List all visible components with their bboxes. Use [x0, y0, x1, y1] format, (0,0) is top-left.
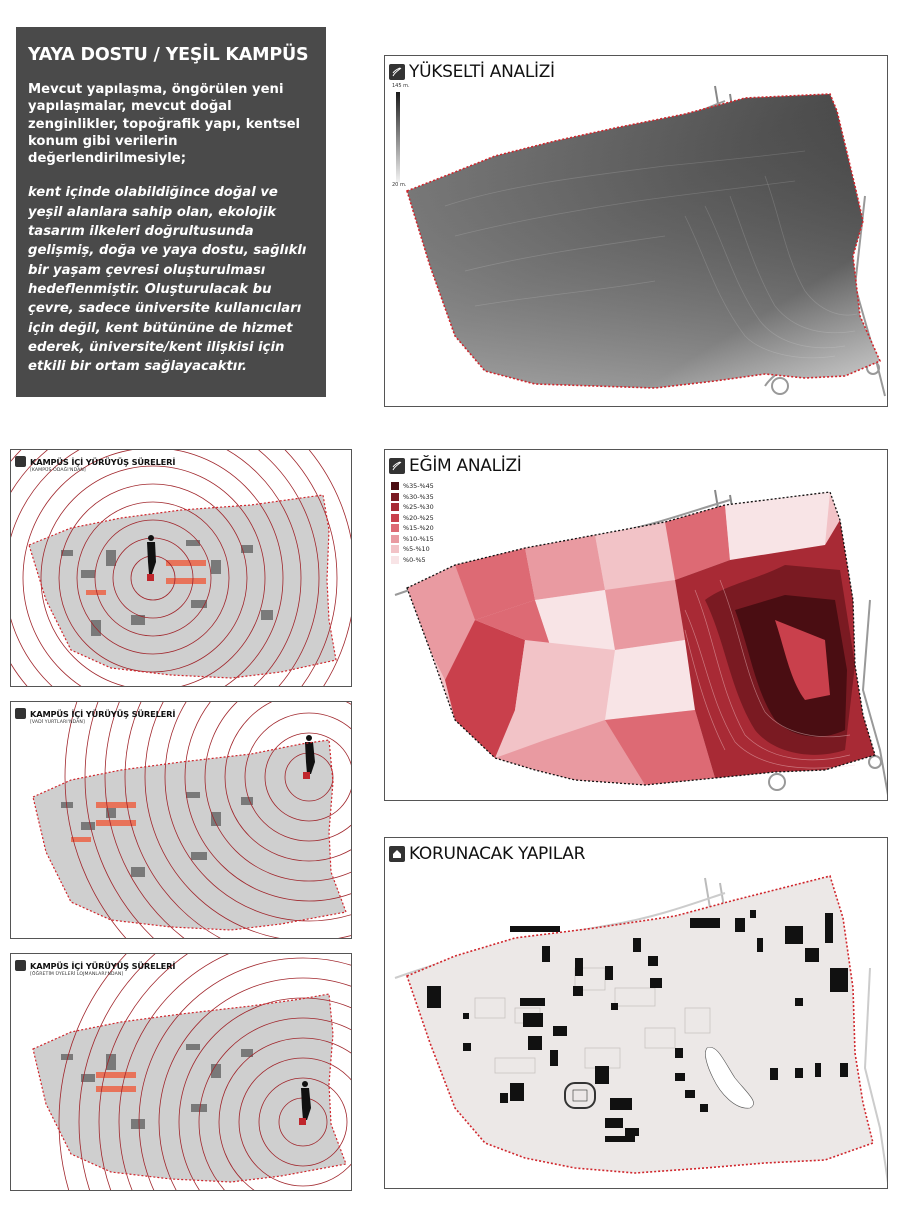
slope-legend-item: %0-%5: [391, 555, 434, 566]
slope-legend-item: %30-%35: [391, 492, 434, 503]
legend-swatch: [391, 514, 399, 522]
elevation-analysis-panel: [384, 55, 888, 407]
elevation-legend-min: 20 m.: [392, 182, 407, 188]
elevation-legend-max: 145 m.: [392, 83, 410, 89]
slope-legend-item: %35-%45: [391, 481, 434, 492]
slope-title: EĞİM ANALİZİ: [389, 456, 522, 476]
walk-title-3: KAMPÜS İÇİ YÜRÜYÜŞ SÜRELERİ [ÖĞRETİM ÜYELERİ LOJMANLARI'NDAN]: [15, 960, 175, 977]
elevation-gradient-bar: [396, 92, 400, 182]
slope-map: [385, 450, 888, 801]
intro-text-box: [16, 27, 326, 397]
legend-swatch: [391, 493, 399, 501]
walk-times-panel-valley-dorms: [10, 701, 352, 939]
walk-map-1: [11, 450, 352, 687]
slope-legend: [391, 481, 434, 565]
slope-legend-item: %10-%15: [391, 534, 434, 545]
page-title: YAYA DOSTU / YEŞİL KAMPÜS: [28, 45, 309, 65]
walk-icon: [15, 960, 26, 971]
protected-buildings-panel: [384, 837, 888, 1189]
house-icon: [389, 846, 405, 862]
protected-buildings-map: [385, 838, 888, 1189]
elevation-map: [385, 56, 888, 407]
walk-icon: [15, 708, 26, 719]
slope-legend-item: %5-%10: [391, 544, 434, 555]
legend-swatch: [391, 524, 399, 532]
elevation-title: YÜKSELTİ ANALİZİ: [389, 62, 555, 82]
protected-buildings-title: KORUNACAK YAPILAR: [389, 844, 585, 864]
legend-swatch: [391, 482, 399, 490]
slope-legend-item: %25-%30: [391, 502, 434, 513]
walk-icon: [15, 456, 26, 467]
walk-map-3: [11, 954, 352, 1191]
legend-swatch: [391, 535, 399, 543]
site-area: [33, 740, 346, 930]
contour-icon: [389, 458, 405, 474]
intro-paragraph-1: Mevcut yapılaşma, öngörülen yeni yapılaşmalar, mevcut doğal zenginlikler, topoğrafik yapı, kentsel konum gibi verilerin değerlendirilmesiyle;: [28, 82, 301, 167]
walk-times-panel-campus-center: [10, 449, 352, 687]
walk-map-2: [11, 702, 352, 939]
elevation-legend: [392, 83, 410, 188]
walk-title-2: KAMPÜS İÇİ YÜRÜYÜŞ SÜRELERİ [VADİ YURTLARI'NDAN]: [15, 708, 175, 725]
legend-swatch: [391, 545, 399, 553]
contour-icon: [389, 64, 405, 80]
walk-title-1: KAMPÜS İÇİ YÜRÜYÜŞ SÜRELERİ [KAMPÜS ODAĞI'NDAN]: [15, 456, 175, 473]
slope-legend-item: %15-%20: [391, 523, 434, 534]
slope-analysis-panel: [384, 449, 888, 801]
slope-legend-item: %20-%25: [391, 513, 434, 524]
walk-times-panel-faculty-housing: [10, 953, 352, 1191]
legend-swatch: [391, 556, 399, 564]
intro-paragraph-2: kent içinde olabildiğince doğal ve yeşil alanlara sahip olan, ekolojik tasarım ilkeleri doğrultusunda gelişmiş, doğa ve yaya dostu, sağlıklı bir yaşam çevresi oluşturulması hedeflenmiştir. Oluşturulacak bu çevre, sadece üniversite kullanıcıları için değil, kent bütününe de hizmet ederek, üniversite/kent ilişkisi için etkili bir ortam sağlayacaktır.: [28, 185, 307, 375]
legend-swatch: [391, 503, 399, 511]
